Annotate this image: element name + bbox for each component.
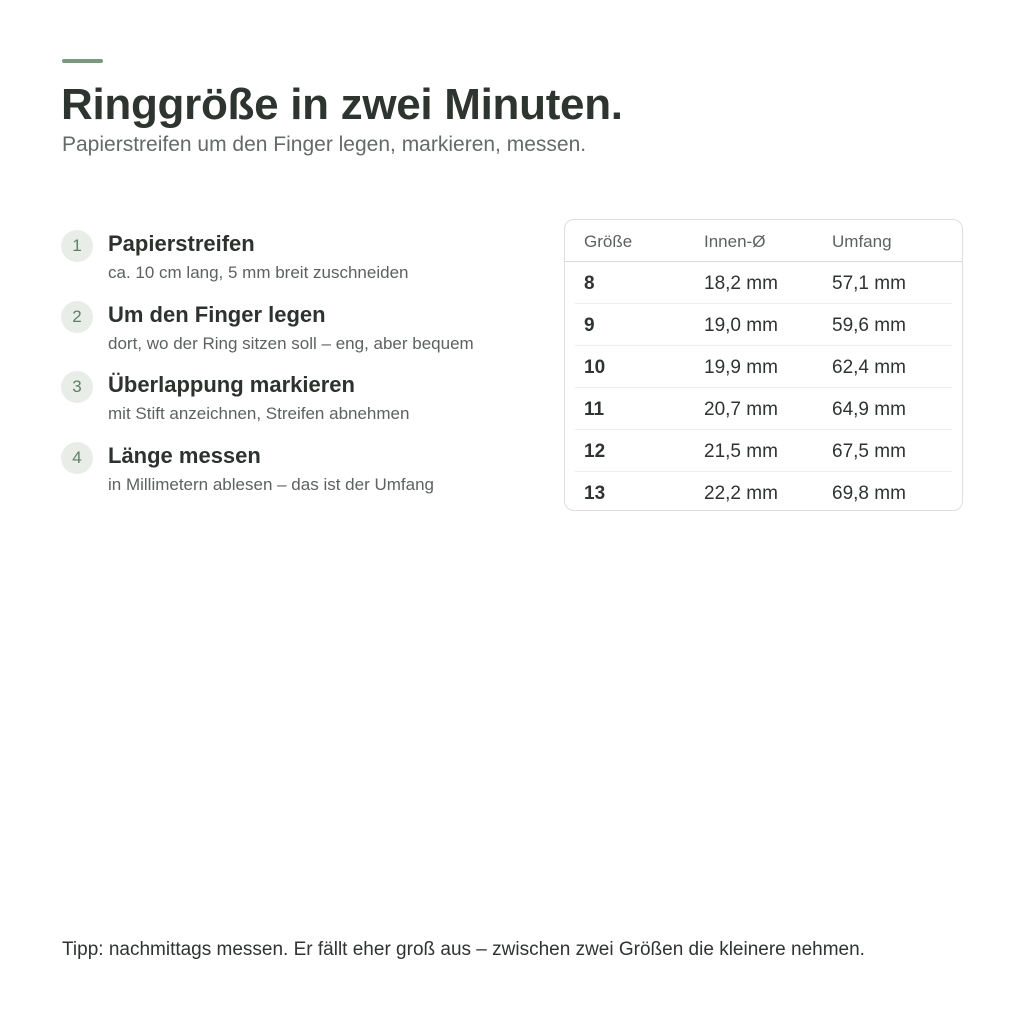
step-title: Um den Finger legen <box>108 301 326 327</box>
cell-circumference: 69,8 mm <box>832 483 906 504</box>
cell-circumference: 67,5 mm <box>832 441 906 462</box>
cell-circumference: 59,6 mm <box>832 315 906 336</box>
cell-size: 12 <box>584 441 606 462</box>
accent-bar <box>62 59 103 63</box>
step-number-badge: 4 <box>61 442 93 474</box>
ring-size-table <box>564 219 963 511</box>
cell-size: 10 <box>584 357 606 378</box>
page-subtitle: Papierstreifen um den Finger legen, markieren, messen. <box>62 133 587 156</box>
cell-inner-diameter: 20,7 mm <box>704 399 778 420</box>
steps-list <box>61 229 531 511</box>
step-number-badge: 2 <box>61 301 93 333</box>
table-row <box>575 304 952 346</box>
column-header-inner-diameter: Innen-Ø <box>704 232 766 251</box>
cell-inner-diameter: 19,9 mm <box>704 357 778 378</box>
cell-circumference: 57,1 mm <box>832 273 906 294</box>
table-row <box>575 388 952 430</box>
tip-text: Tipp: nachmittags messen. Er fällt eher groß aus – zwischen zwei Größen die kleinere nehmen. <box>62 939 865 960</box>
step-number-badge: 3 <box>61 371 93 403</box>
cell-inner-diameter: 18,2 mm <box>704 273 778 294</box>
table-row <box>575 346 952 388</box>
step-description: mit Stift anzeichnen, Streifen abnehmen <box>108 404 410 423</box>
cell-inner-diameter: 21,5 mm <box>704 441 778 462</box>
step-item-3 <box>61 370 531 441</box>
table-row <box>575 472 952 511</box>
step-title: Länge messen <box>108 442 261 468</box>
cell-circumference: 62,4 mm <box>832 357 906 378</box>
step-description: in Millimetern ablesen – das ist der Umfang <box>108 474 434 494</box>
step-description: ca. 10 cm lang, 5 mm breit zuschneiden <box>108 263 409 282</box>
page-title: Ringgröße in zwei Minuten. <box>61 80 623 129</box>
cell-inner-diameter: 22,2 mm <box>704 483 778 504</box>
step-description: dort, wo der Ring sitzen soll – eng, aber bequem <box>108 333 474 353</box>
column-header-circumference: Umfang <box>832 232 892 251</box>
table-row <box>575 430 952 472</box>
cell-size: 8 <box>584 273 595 294</box>
step-item-4 <box>61 441 531 512</box>
cell-size: 13 <box>584 483 606 504</box>
step-title: Papierstreifen <box>108 231 255 256</box>
step-title: Überlappung markieren <box>108 372 355 397</box>
cell-size: 11 <box>584 399 605 420</box>
table-header-row <box>565 220 962 262</box>
cell-circumference: 64,9 mm <box>832 399 906 420</box>
cell-inner-diameter: 19,0 mm <box>704 315 778 336</box>
table-row <box>575 262 952 304</box>
cell-size: 9 <box>584 315 595 336</box>
step-item-1 <box>61 229 531 300</box>
step-number-badge: 1 <box>61 230 93 262</box>
step-item-2 <box>61 300 531 371</box>
column-header-size: Größe <box>584 232 633 251</box>
